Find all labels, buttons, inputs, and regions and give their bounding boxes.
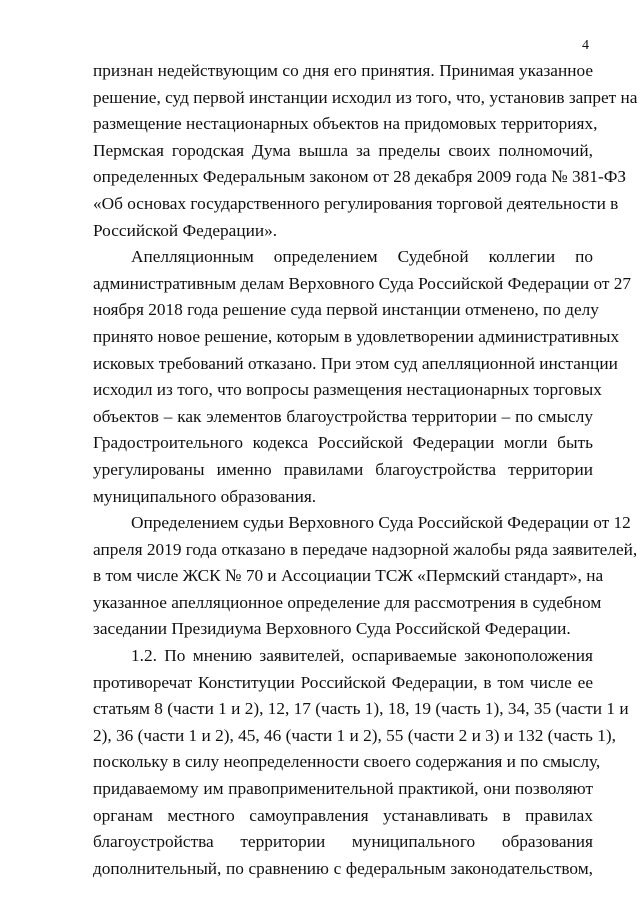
paragraph: [93, 244, 632, 510]
text-line: органам местного самоуправления устанавливать в правилах: [93, 805, 593, 825]
text-line: дополнительный, по сравнению с федеральным законодательством,: [93, 858, 593, 878]
text-line: поскольку в силу неопределенности своего содержания и по смыслу,: [93, 752, 601, 772]
paragraph: [93, 510, 638, 643]
text-line: принято новое решение, которым в удовлетворении административных: [93, 326, 620, 346]
text-line: апреля 2019 года отказано в передаче надзорной жалобы ряда заявителей,: [93, 539, 638, 559]
text-line: ноября 2018 года решение суда первой инстанции отменено, по делу: [93, 300, 599, 320]
text-line: в том числе ЖСК № 70 и Ассоциации ТСЖ «Пермский стандарт», на: [93, 566, 604, 586]
document-body: [93, 58, 638, 882]
text-line: урегулированы именно правилами благоустройства территории: [93, 459, 593, 479]
text-line: размещение нестационарных объектов на придомовых территориях,: [93, 114, 598, 134]
text-line: определенных Федеральным законом от 28 декабря 2009 года № 381-ФЗ: [93, 167, 627, 187]
text-line: статьям 8 (части 1 и 2), 12, 17 (часть 1), 18, 19 (часть 1), 34, 35 (части 1 и: [93, 699, 629, 719]
text-line: муниципального образования.: [93, 486, 317, 506]
text-line: решение, суд первой инстанции исходил из того, что, установив запрет на: [93, 87, 638, 107]
text-line: признан недействующим со дня его принятия. Принимая указанное: [93, 61, 593, 80]
text-line: Пермская городская Дума вышла за пределы своих полномочий,: [93, 140, 593, 160]
text-line: Градостроительного кодекса Российской Федерации могли быть: [93, 433, 593, 453]
page-number: 4: [582, 38, 589, 53]
text-line: 2), 36 (части 1 и 2), 45, 46 (части 1 и 2), 55 (части 2 и 3) и 132 (часть 1),: [93, 725, 616, 745]
text-line: заседании Президиума Верховного Суда Российской Федерации.: [93, 619, 571, 639]
text-line: исходил из того, что вопросы размещения нестационарных торговых: [93, 380, 602, 400]
paragraph: [93, 58, 638, 244]
text-line: противоречат Конституции Российской Федерации, в том числе ее: [93, 672, 593, 692]
text-line: «Об основах государственного регулирования торговой деятельности в: [93, 193, 619, 213]
text-line: Апелляционным определением Судебной коллегии по: [131, 247, 593, 267]
text-line: объектов – как элементов благоустройства территории – по смыслу: [93, 406, 593, 426]
text-line: 1.2. По мнению заявителей, оспариваемые законоположения: [131, 646, 593, 666]
text-line: указанное апелляционное определение для рассмотрения в судебном: [93, 592, 602, 612]
text-line: придаваемому им правоприменительной практикой, они позволяют: [93, 779, 593, 799]
text-line: административным делам Верховного Суда Российской Федерации от 27: [93, 273, 632, 293]
text-line: благоустройства территории муниципального образования: [93, 832, 593, 852]
text-line: Определением судьи Верховного Суда Российской Федерации от 12: [131, 513, 631, 533]
text-line: Российской Федерации».: [93, 220, 278, 240]
paragraph: [93, 643, 629, 882]
text-line: исковых требований отказано. При этом суд апелляционной инстанции: [93, 353, 618, 373]
